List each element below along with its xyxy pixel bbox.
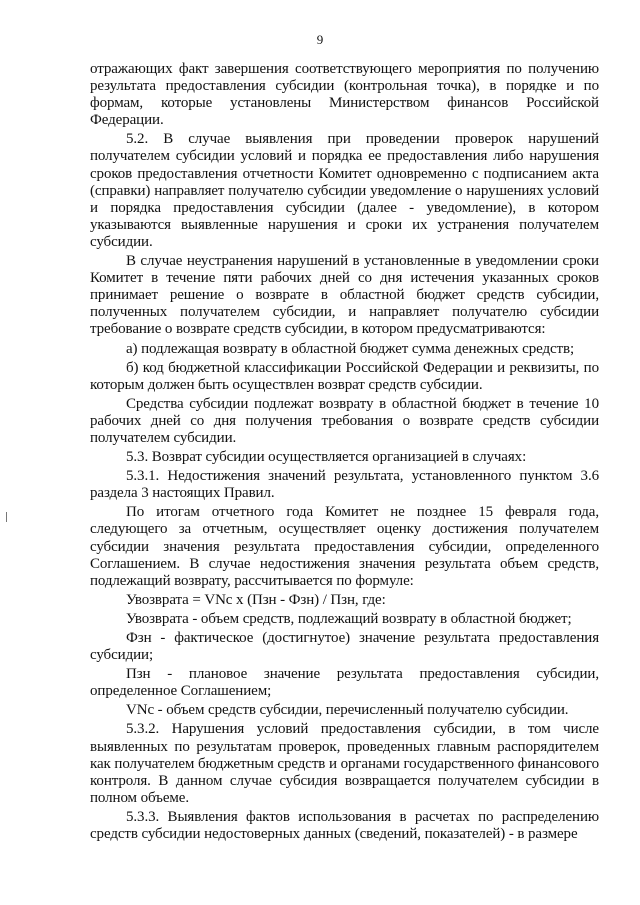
scan-margin-mark xyxy=(6,512,7,522)
paragraph-5-2: 5.2. В случае выявления при проведении проверок нарушений получателем субсидии условий и порядка ее предоставления либо нарушения сроков предоставления отчетности Комитет одновременно с подписанием акта (справки) направляет получателю субсидии уведомление о нарушениях условий и порядка предоставления субсидии (далее - уведомление), в котором указываются выявленные нарушения и сроки их устранения получателем субсидии. xyxy=(90,131,599,250)
document-body xyxy=(90,61,599,845)
paragraph-5-3-1: 5.3.1. Недостижения значений результата, установленного пунктом 3.6 раздела 3 настоящих Правил. xyxy=(90,468,599,502)
formula-definition-return: Увозврата - объем средств, подлежащий возврату в областной бюджет; xyxy=(126,610,572,627)
paragraph-continuation: отражающих факт завершения соответствующего мероприятия по получению результата предоставления субсидии (контрольная точка), в порядке и по формам, которые установлены Министерством финансов Российской Федерации. xyxy=(90,61,599,129)
list-item-a: а) подлежащая возврату в областной бюджет сумма денежных средств; xyxy=(126,340,575,357)
paragraph-5-3-2: 5.3.2. Нарушения условий предоставления субсидии, в том числе выявленных по результатам проверок, проведенных главным распорядителем как получателем бюджетным средств и органами государственного финансового контроля. В данном случае субсидия возвращается получателем субсидии в полном объеме. xyxy=(90,721,599,806)
formula: Увозврата = VNc x (Пзн - Фзн) / Пзн, где: xyxy=(126,591,386,608)
paragraph-5-3: 5.3. Возврат субсидии осуществляется организацией в случаях: xyxy=(126,449,527,466)
paragraph-annual-assessment: По итогам отчетного года Комитет не позднее 15 февраля года, следующего за отчетным, осуществляет оценку достижения получателем субсидии значения результата предоставления субсидии, определенного Соглашением. В случае недостижения значения результата объем средств, подлежащий возврату, рассчитывается по формуле: xyxy=(90,504,599,589)
paragraph-5-3-3: 5.3.3. Выявления фактов использования в расчетах по распределению средств субсидии недостоверных данных (сведений, показателей) - в размере xyxy=(90,808,599,843)
formula-definition-actual: Фзн - фактическое (достигнутое) значение результата предоставления субсидии; xyxy=(90,630,599,664)
list-item-b: б) код бюджетной классификации Российской Федерации и реквизиты, по которым должен быть осуществлен возврат средств субсидии. xyxy=(90,359,599,393)
formula-definition-planned: Пзн - плановое значение результата предоставления субсидии, определенное Соглашением; xyxy=(90,666,599,700)
paragraph-non-elimination: В случае неустранения нарушений в установленные в уведомлении сроки Комитет в течение пяти рабочих дней со дня истечения указанных сроков принимает решение о возврате в областной бюджет средств субсидии, полученных получателем субсидии, и направляет получателю субсидии требование о возврате средств субсидии, в котором предусматриваются: xyxy=(90,253,599,338)
formula-definition-volume: VNc - объем средств субсидии, перечисленный получателю субсидии. xyxy=(126,702,569,719)
page-number: 9 xyxy=(316,32,324,47)
paragraph-return-term: Средства субсидии подлежат возврату в областной бюджет в течение 10 рабочих дней со дня получения требования о возврате средств субсидии получателем субсидии. xyxy=(90,395,599,446)
